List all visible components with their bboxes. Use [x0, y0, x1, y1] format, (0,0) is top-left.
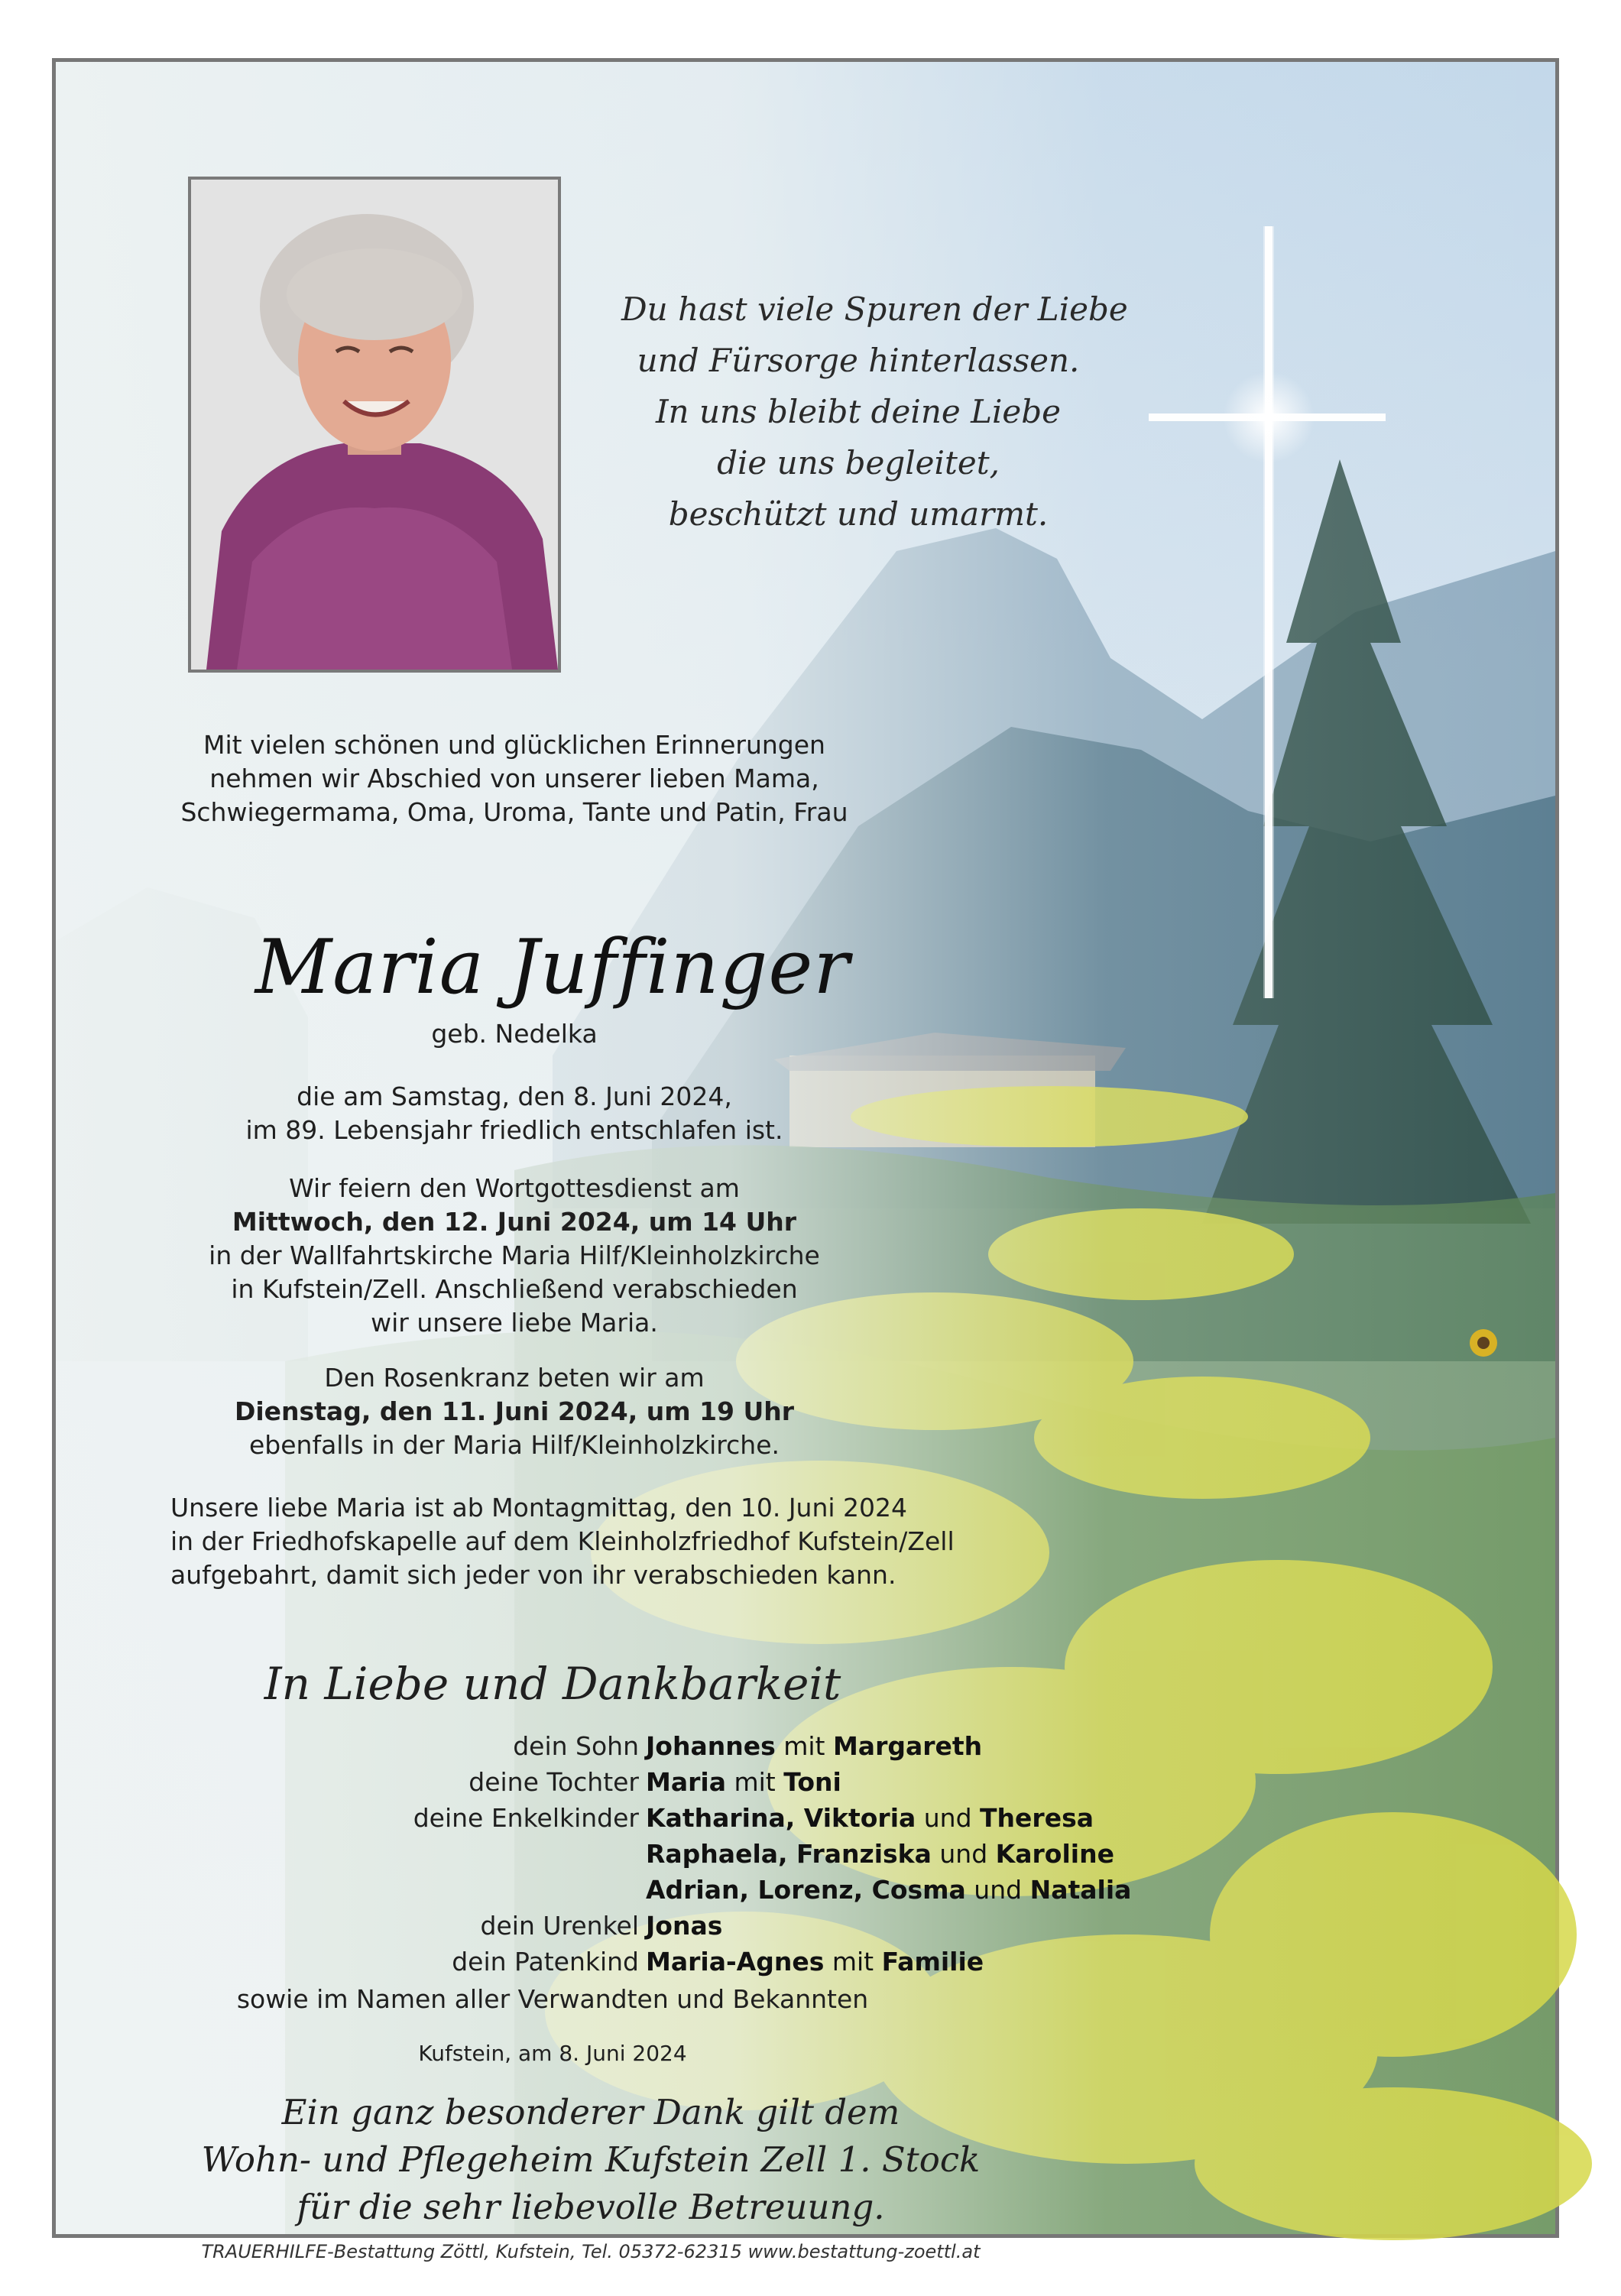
- birth-name-text: geb. Nedelka: [431, 1019, 598, 1049]
- mourner-relation: dein Patenkind: [452, 1947, 639, 1977]
- quote-line: beschützt und umarmt.: [668, 495, 1049, 533]
- viewing-line: Unsere liebe Maria ist ab Montagmittag, den 10. Juni 2024: [170, 1493, 908, 1523]
- intro-line: nehmen wir Abschied von unserer lieben Mama,: [209, 764, 819, 793]
- mourner-name: Familie: [881, 1947, 984, 1977]
- death-line: im 89. Lebensjahr friedlich entschlafen ist.: [245, 1115, 783, 1145]
- special-thanks: [170, 2089, 1011, 2231]
- mourner-connector: und: [965, 1875, 1030, 1905]
- mourner-name: Natalia: [1029, 1875, 1132, 1905]
- mourner-connector: mit: [725, 1767, 784, 1797]
- portrait-photo: [188, 177, 561, 673]
- relatives-line: [170, 1983, 935, 2016]
- deceased-name: Maria Juffinger: [254, 924, 851, 1011]
- place-date: [170, 2037, 935, 2071]
- rosary-line: ebenfalls in der Maria Hilf/Kleinholzkirche.: [249, 1430, 780, 1460]
- mourner-row: [170, 1800, 1094, 1836]
- mourner-names: [646, 1836, 1114, 1872]
- quote-line: die uns begleitet,: [717, 444, 1000, 482]
- rosary-line: Den Rosenkranz beten wir am: [324, 1363, 705, 1393]
- mourner-relation: dein Urenkel: [480, 1911, 639, 1941]
- quote-line: Du hast viele Spuren der Liebe: [621, 290, 1128, 328]
- mourners-list: [170, 1728, 1132, 1980]
- mourner-name: Maria-Agnes: [646, 1947, 825, 1977]
- funeral-home-footer: TRAUERHILFE-Bestattung Zöttl, Kufstein, Tel. 05372-62315 www.bestattung-zoettl.at: [201, 2241, 981, 2262]
- service-date: Mittwoch, den 12. Juni 2024, um 14 Uhr: [232, 1207, 797, 1237]
- mourner-names: [646, 1944, 984, 1980]
- mourner-name: Maria: [646, 1767, 726, 1797]
- thanks-line: für die sehr liebevolle Betreuung.: [297, 2187, 885, 2227]
- service-line: Wir feiern den Wortgottesdienst am: [289, 1173, 740, 1203]
- mourner-connector: und: [931, 1839, 996, 1869]
- service-line: in Kufstein/Zell. Anschließend verabschieden: [231, 1274, 798, 1304]
- thanks-line: Ein ganz besonderer Dank gilt dem: [281, 2092, 900, 2132]
- death-line: die am Samstag, den 8. Juni 2024,: [297, 1082, 732, 1111]
- mourner-name: Raphaela, Franziska: [646, 1839, 932, 1869]
- mourner-connector: und: [916, 1803, 981, 1833]
- death-notice: [170, 1080, 858, 1147]
- mourner-names: [646, 1908, 722, 1944]
- viewing-info: [170, 1491, 955, 1592]
- mourner-row: [170, 1908, 1088, 1944]
- mourner-name: Karoline: [995, 1839, 1114, 1869]
- rosary-prayer: [170, 1361, 858, 1462]
- quote-line: In uns bleibt deine Liebe: [655, 393, 1062, 430]
- mourner-relation: dein Sohn: [513, 1731, 639, 1761]
- place-date-text: Kufstein, am 8. Juni 2024: [418, 2041, 687, 2066]
- rosary-date: Dienstag, den 11. Juni 2024, um 19 Uhr: [234, 1396, 795, 1426]
- memorial-quote: [621, 284, 1128, 540]
- mourner-row: [170, 1728, 1088, 1764]
- mourner-names: [646, 1728, 982, 1764]
- mourners-heading: In Liebe und Dankbarkeit: [264, 1658, 841, 1710]
- mourner-name: Johannes: [646, 1731, 776, 1761]
- quote-line: und Fürsorge hinterlassen.: [637, 342, 1080, 379]
- mourner-connector: mit: [775, 1731, 833, 1761]
- viewing-line: in der Friedhofskapelle auf dem Kleinholzfriedhof Kufstein/Zell: [170, 1526, 955, 1556]
- mourner-names: [646, 1800, 1094, 1836]
- mourner-names: [646, 1872, 1131, 1908]
- intro-line: Mit vielen schönen und glücklichen Erinnerungen: [203, 730, 825, 760]
- funeral-service: [170, 1172, 858, 1340]
- mourner-name: Toni: [783, 1767, 841, 1797]
- mourner-row: [170, 1764, 1088, 1800]
- mourner-relation: deine Enkelkinder: [413, 1803, 639, 1833]
- relatives-text: sowie im Namen aller Verwandten und Bekannten: [236, 1984, 869, 2014]
- service-line: wir unsere liebe Maria.: [371, 1308, 658, 1338]
- intro-text: [170, 728, 858, 829]
- viewing-line: aufgebahrt, damit sich jeder von ihr verabschieden kann.: [170, 1560, 896, 1590]
- mourner-name: Theresa: [980, 1803, 1094, 1833]
- mourner-row: [170, 1944, 1088, 1980]
- portrait-image: [191, 180, 558, 670]
- mourner-name: Adrian, Lorenz, Cosma: [646, 1875, 966, 1905]
- service-line: in der Wallfahrtskirche Maria Hilf/Kleinholzkirche: [209, 1240, 820, 1270]
- mourner-row: [170, 1872, 1132, 1908]
- mourner-relation: deine Tochter: [468, 1767, 639, 1797]
- mourner-names: [646, 1764, 841, 1800]
- mourner-row: [170, 1836, 1114, 1872]
- obituary-card: [52, 58, 1559, 2262]
- thanks-line: Wohn- und Pflegeheim Kufstein Zell 1. Stock: [201, 2139, 981, 2180]
- intro-line: Schwiegermama, Oma, Uroma, Tante und Patin, Frau: [180, 797, 848, 827]
- mourner-connector: mit: [824, 1947, 882, 1977]
- birth-name: [170, 1017, 858, 1051]
- mourner-name: Jonas: [646, 1911, 723, 1941]
- mourner-name: Katharina, Viktoria: [646, 1803, 916, 1833]
- mourner-name: Margareth: [832, 1731, 983, 1761]
